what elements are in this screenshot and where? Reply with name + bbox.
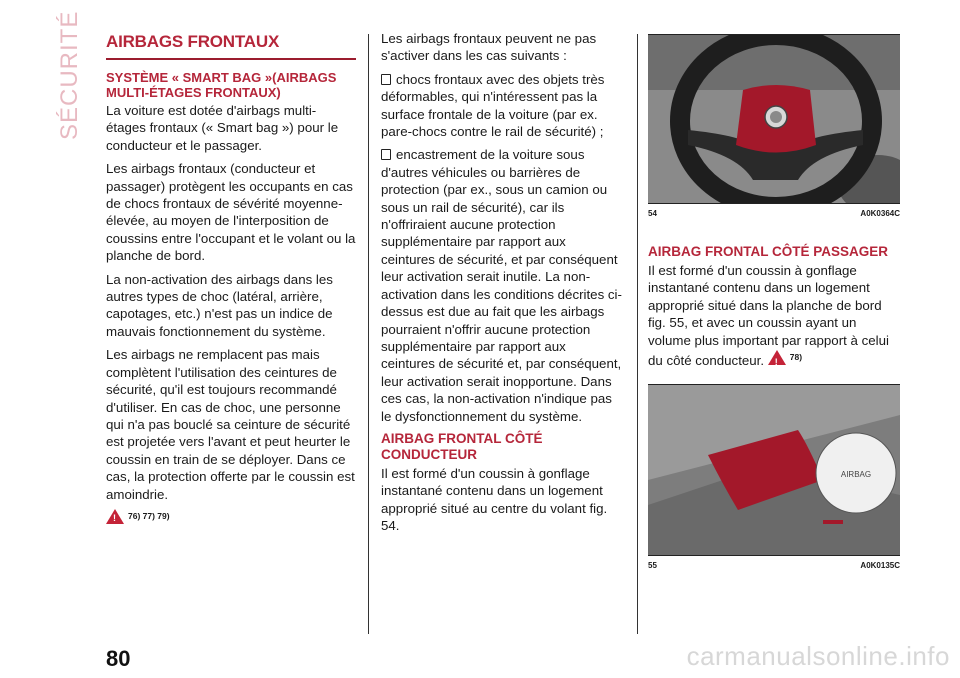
figure-code: A0K0364C — [860, 209, 900, 218]
dashboard-illustration — [648, 385, 900, 555]
figure-number: 55 — [648, 560, 657, 570]
subtitle: SYSTÈME « SMART BAG »(AIRBAGS MULTI-ÉTAGES FRONTAUX) — [106, 70, 337, 100]
steering-wheel-illustration — [648, 35, 900, 203]
warning-reference — [768, 349, 802, 366]
paragraph: Les airbags ne remplacent pas mais complètent l'utilisation des ceintures de sécurité, qu'il est toujours recommandé d'utiliser. En cas de choc, une personne qui n'a pas bouclé sa ceinture de sécurité est projetée vers l'avant et peut heurter le coussin en train de se déployer. Dans ce cas, la protection offerte par le coussin est amoindrie. — [106, 347, 355, 502]
figure-54-steering-wheel — [648, 34, 900, 204]
bullet-text: encastrement de la voiture sous d'autres véhicules ou barrières de protection (par ex., sous un camion ou sous un rail de sécurité), car ils n'offriraient aucune protection supplémentaire par rapport aux ceintures de sécurité, et par conséquent leur activation serait inutile. La non-activation dans les conditions décrites ci-dessus est due au fait que les airbags pourraient n'offrir aucune protection supplémentaire par rapport aux ceintures de sécurité et, par conséquent, leur activation serait inopportune. Dans ces cas, la non-activation n'indique pas le dysfonctionnement du système. — [381, 147, 622, 424]
section-heading: AIRBAG FRONTAL CÔTÉ CONDUCTEUR — [381, 430, 543, 462]
checkbox-bullet-icon — [381, 74, 391, 85]
figure-caption — [648, 561, 900, 570]
warning-refs: 76) 77) 79) — [128, 511, 170, 522]
paragraph: Les airbags frontaux (conducteur et passager) protègent les occupants en cas de chocs frontaux de sévérité moyenne-élevée, au moyen de l'interposition de coussins entre l'occupant et le volant ou la planche de bord. — [106, 161, 356, 264]
section-tab-label: SÉCURITÉ — [56, 10, 83, 140]
section-heading: AIRBAG FRONTAL CÔTÉ PASSAGER — [648, 244, 889, 259]
bullet-item — [381, 146, 623, 425]
warning-triangle-icon: ! — [106, 509, 124, 524]
column-divider — [637, 34, 638, 634]
warning-reference — [106, 509, 170, 524]
column-3 — [648, 34, 900, 570]
figure-caption — [648, 209, 900, 218]
intro-text: Les airbags frontaux peuvent ne pas s'activer dans les cas suivants : — [381, 31, 597, 64]
title-rule — [106, 58, 356, 60]
section-tab — [52, 10, 83, 146]
warning-ref: 78) — [789, 352, 803, 363]
figure-55-passenger-airbag — [648, 384, 900, 556]
airbag-label: AIRBAG — [840, 469, 872, 479]
paragraph-text: Il est formé d'un coussin à gonflage instantané contenu dans un logement approprié situé dans la planche de bord fig. 55, et avec un coussin ayant un volume plus important par rapport à celui du côté conducteur. — [648, 263, 889, 369]
paragraph: La voiture est dotée d'airbags multi-étages frontaux (« Smart bag ») pour le conducteur et le passager. — [106, 103, 339, 153]
column-1 — [106, 30, 356, 529]
paragraph: La non-activation des airbags dans les autres types de choc (latéral, arrière, capotages, etc.) n'est pas un indice de mauvais fonctionnement du système. — [106, 271, 333, 339]
column-divider — [368, 34, 369, 634]
bullet-item — [381, 71, 623, 141]
figure-code: A0K0135C — [860, 560, 900, 570]
checkbox-bullet-icon — [381, 149, 391, 160]
watermark: carmanualsonline.info — [686, 641, 950, 671]
paragraph: Il est formé d'un coussin à gonflage instantané contenu dans un logement approprié situé au centre du volant fig. 54. — [381, 465, 608, 534]
warning-triangle-icon: ! — [768, 350, 786, 365]
column-2 — [381, 30, 623, 541]
bullet-text: chocs frontaux avec des objets très déformables, qui n'intéressent pas la surface frontale de la voiture (par ex. pare-chocs contre le rail de sécurité) ; — [381, 71, 605, 140]
figure-number: 54 — [648, 209, 657, 218]
page-title: AIRBAGS FRONTAUX — [106, 32, 280, 51]
page-number: 80 — [106, 646, 131, 671]
paragraph — [648, 262, 900, 370]
